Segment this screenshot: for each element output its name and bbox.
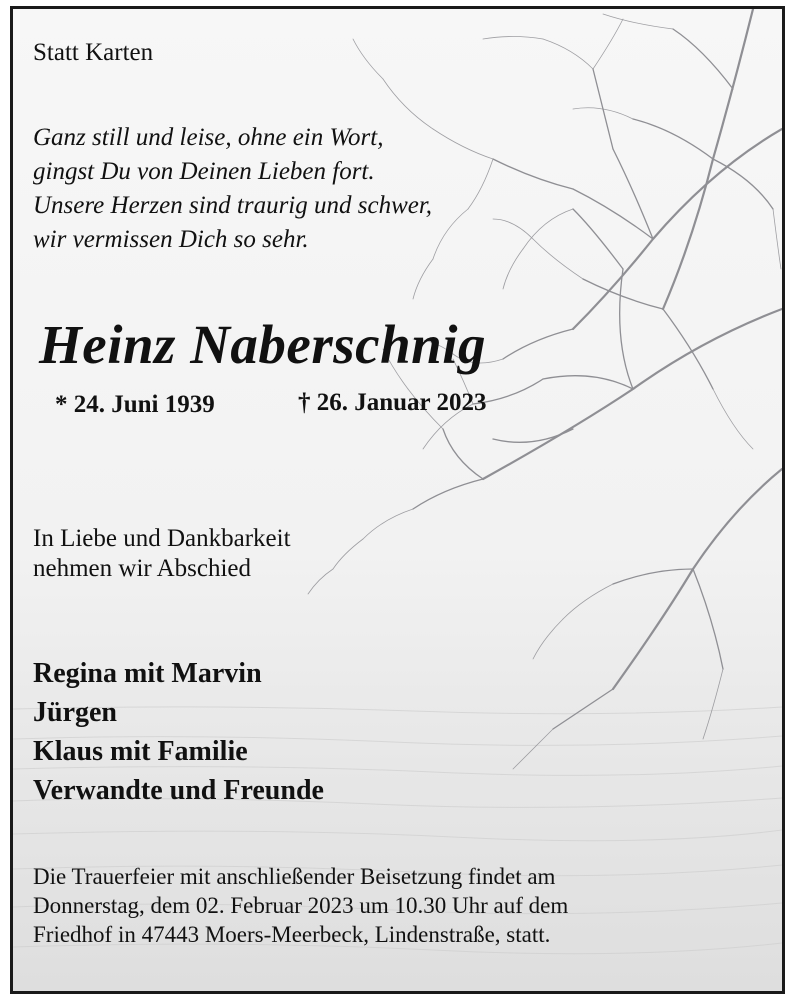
- statt-karten-label: Statt Karten: [33, 39, 154, 66]
- farewell-line: nehmen wir Abschied: [33, 555, 252, 582]
- service-line: Die Trauerfeier mit anschließender Beisetzung findet am: [33, 864, 556, 889]
- memorial-poem: [33, 121, 432, 257]
- service-line: Friedhof in 47443 Moers-Meerbeck, Lindenstraße, statt.: [33, 922, 551, 947]
- mourner-name: Jürgen: [33, 697, 117, 728]
- death-date: † 26. Januar 2023: [298, 389, 487, 416]
- poem-line: wir vermissen Dich so sehr.: [33, 226, 309, 253]
- mourner-name: Regina mit Marvin: [33, 658, 262, 689]
- funeral-service-info: [33, 862, 568, 949]
- obituary-card: [10, 6, 785, 994]
- poem-line: gingst Du von Deinen Lieben fort.: [33, 158, 375, 185]
- poem-line: Ganz still und leise, ohne ein Wort,: [33, 124, 384, 151]
- mourner-name: Klaus mit Familie: [33, 736, 248, 767]
- birth-date: * 24. Juni 1939: [55, 391, 215, 418]
- deceased-name: Heinz Naberschnig: [39, 314, 487, 375]
- poem-line: Unsere Herzen sind traurig und schwer,: [33, 192, 433, 219]
- mourners-list: [33, 654, 324, 810]
- farewell-line: In Liebe und Dankbarkeit: [33, 525, 291, 552]
- farewell-text: [33, 524, 291, 584]
- mourner-name: Verwandte und Freunde: [33, 775, 324, 806]
- service-line: Donnerstag, dem 02. Februar 2023 um 10.30 Uhr auf dem: [33, 893, 569, 918]
